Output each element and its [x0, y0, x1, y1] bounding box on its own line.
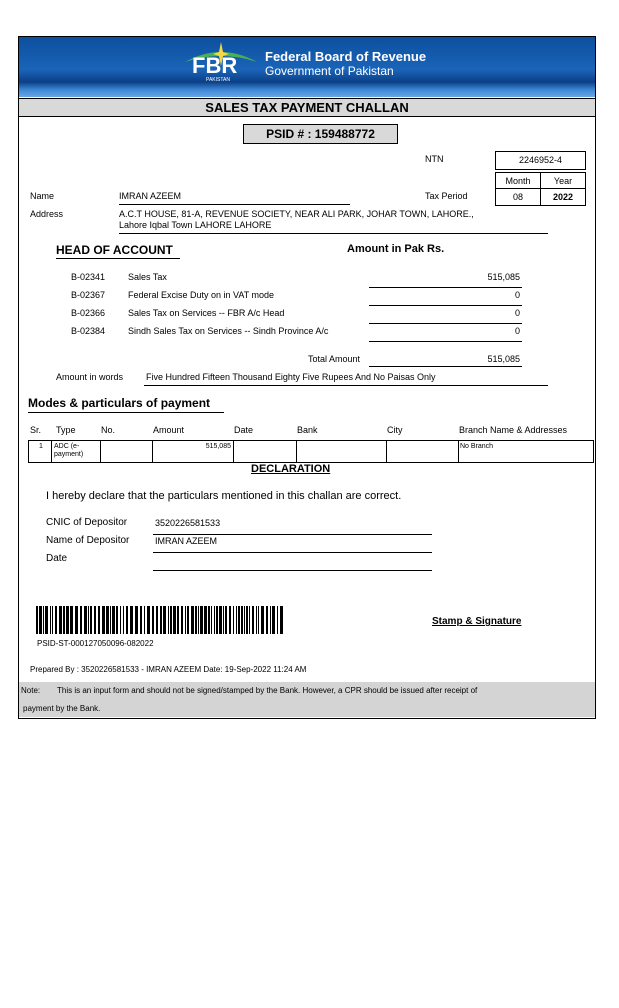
account-amount: 0	[514, 308, 520, 318]
year-value: 2022	[552, 192, 574, 202]
ntn-value: 2246952-4	[495, 151, 586, 170]
barcode-bar	[261, 606, 264, 634]
barcode-bar	[55, 606, 57, 634]
note-label: Note:	[21, 686, 41, 695]
barcode-bar	[66, 606, 69, 634]
barcode-bar	[116, 606, 118, 634]
barcode-bar	[152, 606, 154, 634]
barcode-bar	[177, 606, 179, 634]
amount-title: Amount in Pak Rs.	[347, 243, 445, 255]
barcode-bar	[270, 606, 271, 634]
barcode-bar	[52, 606, 53, 634]
account-code: B-02366	[71, 308, 106, 318]
name-label: Name	[30, 191, 55, 201]
org-name: Federal Board of Revenue	[265, 49, 427, 64]
barcode-bar	[98, 606, 100, 634]
note-area	[19, 682, 595, 717]
barcode-bar	[170, 606, 172, 634]
barcode-bar	[102, 606, 105, 634]
note-text-2: payment by the Bank.	[23, 704, 101, 713]
barcode-bar	[198, 606, 199, 634]
payment-title: Modes & particulars of payment	[28, 396, 211, 410]
barcode-bar	[75, 606, 78, 634]
payment-column-header: Type	[56, 425, 76, 435]
barcode-bar	[280, 606, 283, 634]
account-amount: 515,085	[487, 272, 520, 282]
barcode-bar	[249, 606, 250, 634]
barcode-bar	[135, 606, 138, 634]
barcode-bar	[214, 606, 215, 634]
name-value: IMRAN AZEEM	[119, 191, 182, 201]
barcode-bar	[229, 606, 231, 634]
barcode-bar	[39, 606, 42, 634]
cnic-value: 3520226581533	[155, 518, 221, 528]
barcode-bar	[219, 606, 222, 634]
barcode-bar	[181, 606, 183, 634]
payment-column-header: Amount	[153, 425, 185, 435]
row-sr: 1	[39, 443, 43, 450]
barcode-bar	[120, 606, 121, 634]
payment-column-header: No.	[101, 425, 116, 435]
barcode-bar	[106, 606, 109, 634]
tax-period-box	[495, 172, 586, 206]
payment-column-header: Bank	[297, 425, 318, 435]
row-amount: 515,085	[205, 443, 231, 450]
year-label: Year	[553, 176, 573, 186]
barcode-bar	[70, 606, 73, 634]
account-code: B-02341	[71, 272, 106, 282]
depositor-name-label: Name of Depositor	[46, 535, 130, 546]
barcode-bar	[63, 606, 65, 634]
address-line2: Lahore Iqbal Town LAHORE LAHORE	[119, 220, 272, 230]
page-title: SALES TAX PAYMENT CHALLAN	[19, 98, 595, 117]
words-label: Amount in words	[56, 372, 124, 382]
barcode-bar	[191, 606, 194, 634]
logo-text: FBR	[192, 53, 238, 78]
barcode-bar	[168, 606, 169, 634]
account-amount: 0	[514, 326, 520, 336]
barcode-bar	[200, 606, 203, 634]
account-desc: Sales Tax	[128, 272, 167, 282]
barcode-bar	[236, 606, 237, 634]
payment-column-header: Branch Name & Addresses	[459, 425, 568, 435]
barcode-bar	[147, 606, 150, 634]
words-value: Five Hundred Fifteen Thousand Eighty Five Rupees And No Paisas Only	[146, 372, 436, 382]
barcode-bar	[173, 606, 176, 634]
declaration-text: I hereby declare that the particulars mentioned in this challan are correct.	[46, 490, 402, 502]
barcode-bar	[84, 606, 87, 634]
payment-column-header: Sr.	[30, 425, 42, 435]
address-label: Address	[30, 209, 64, 219]
ntn-label: NTN	[425, 154, 444, 164]
barcode-bar	[110, 606, 111, 634]
barcode	[36, 606, 284, 634]
account-code: B-02367	[71, 290, 106, 300]
barcode-bar	[80, 606, 82, 634]
barcode-bar	[266, 606, 268, 634]
barcode-bar	[238, 606, 240, 634]
barcode-bar	[256, 606, 257, 634]
account-desc: Federal Excise Duty on in VAT mode	[128, 290, 275, 300]
account-desc: Sindh Sales Tax on Services -- Sindh Province A/c	[128, 326, 329, 336]
tax-period-label: Tax Period	[425, 191, 468, 201]
barcode-bar	[204, 606, 207, 634]
barcode-bar	[140, 606, 142, 634]
barcode-bar	[43, 606, 44, 634]
gov-name: Government of Pakistan	[265, 64, 394, 78]
barcode-bar	[233, 606, 234, 634]
payment-column-header: City	[387, 425, 403, 435]
barcode-bar	[208, 606, 210, 634]
psid-box: PSID # : 159488772	[243, 124, 398, 144]
barcode-bar	[258, 606, 259, 634]
barcode-bar	[94, 606, 96, 634]
barcode-bar	[50, 606, 51, 634]
barcode-bar	[272, 606, 275, 634]
barcode-bar	[59, 606, 62, 634]
address-line1: A.C.T HOUSE, 81-A, REVENUE SOCIETY, NEAR ALI PARK, JOHAR TOWN, LAHORE.,	[119, 209, 474, 219]
month-value: 08	[512, 192, 523, 202]
barcode-bar	[211, 606, 212, 634]
month-label: Month	[505, 176, 531, 186]
prepared-by: Prepared By : 3520226581533 - IMRAN AZEEM Date: 19-Sep-2022 11:24 AM	[30, 665, 307, 674]
barcode-bar	[277, 606, 278, 634]
barcode-bar	[223, 606, 224, 634]
payment-column-header: Date	[234, 425, 254, 435]
barcode-bar	[241, 606, 243, 634]
logo-sub: PAKISTAN	[206, 77, 230, 83]
barcode-text: PSID-ST-000127050096-082022	[37, 639, 154, 648]
barcode-bar	[36, 606, 38, 634]
barcode-bar	[144, 606, 145, 634]
depositor-name-value: IMRAN AZEEM	[155, 536, 218, 546]
barcode-bar	[156, 606, 158, 634]
cnic-label: CNIC of Depositor	[46, 517, 128, 528]
barcode-bar	[246, 606, 248, 634]
payment-row	[28, 440, 594, 463]
account-code: B-02384	[71, 326, 106, 336]
barcode-bar	[187, 606, 189, 634]
barcode-bar	[90, 606, 92, 634]
barcode-bar	[112, 606, 115, 634]
barcode-bar	[88, 606, 89, 634]
barcode-bar	[160, 606, 162, 634]
barcode-bar	[195, 606, 197, 634]
stamp-signature: Stamp & Signature	[432, 616, 522, 627]
barcode-bar	[45, 606, 48, 634]
barcode-bar	[163, 606, 166, 634]
date-label: Date	[46, 553, 68, 564]
barcode-bar	[244, 606, 245, 634]
barcode-bar	[130, 606, 133, 634]
barcode-bar	[252, 606, 254, 634]
barcode-bar	[185, 606, 186, 634]
barcode-bar	[126, 606, 128, 634]
row-type: ADC (e-payment)	[54, 443, 84, 458]
barcode-bar	[123, 606, 124, 634]
total-label: Total Amount	[308, 354, 361, 364]
barcode-bar	[225, 606, 227, 634]
fbr-header	[19, 37, 595, 97]
head-of-account-title: HEAD OF ACCOUNT	[56, 243, 173, 257]
barcode-bar	[216, 606, 218, 634]
declaration-title: DECLARATION	[251, 463, 331, 475]
account-amount: 0	[514, 290, 520, 300]
note-text: This is an input form and should not be signed/stamped by the Bank. However, a CPR should be issued after receipt of	[57, 686, 478, 695]
row-branch: No Branch	[460, 443, 494, 450]
total-value: 515,085	[487, 354, 520, 364]
account-desc: Sales Tax on Services -- FBR A/c Head	[128, 308, 285, 318]
